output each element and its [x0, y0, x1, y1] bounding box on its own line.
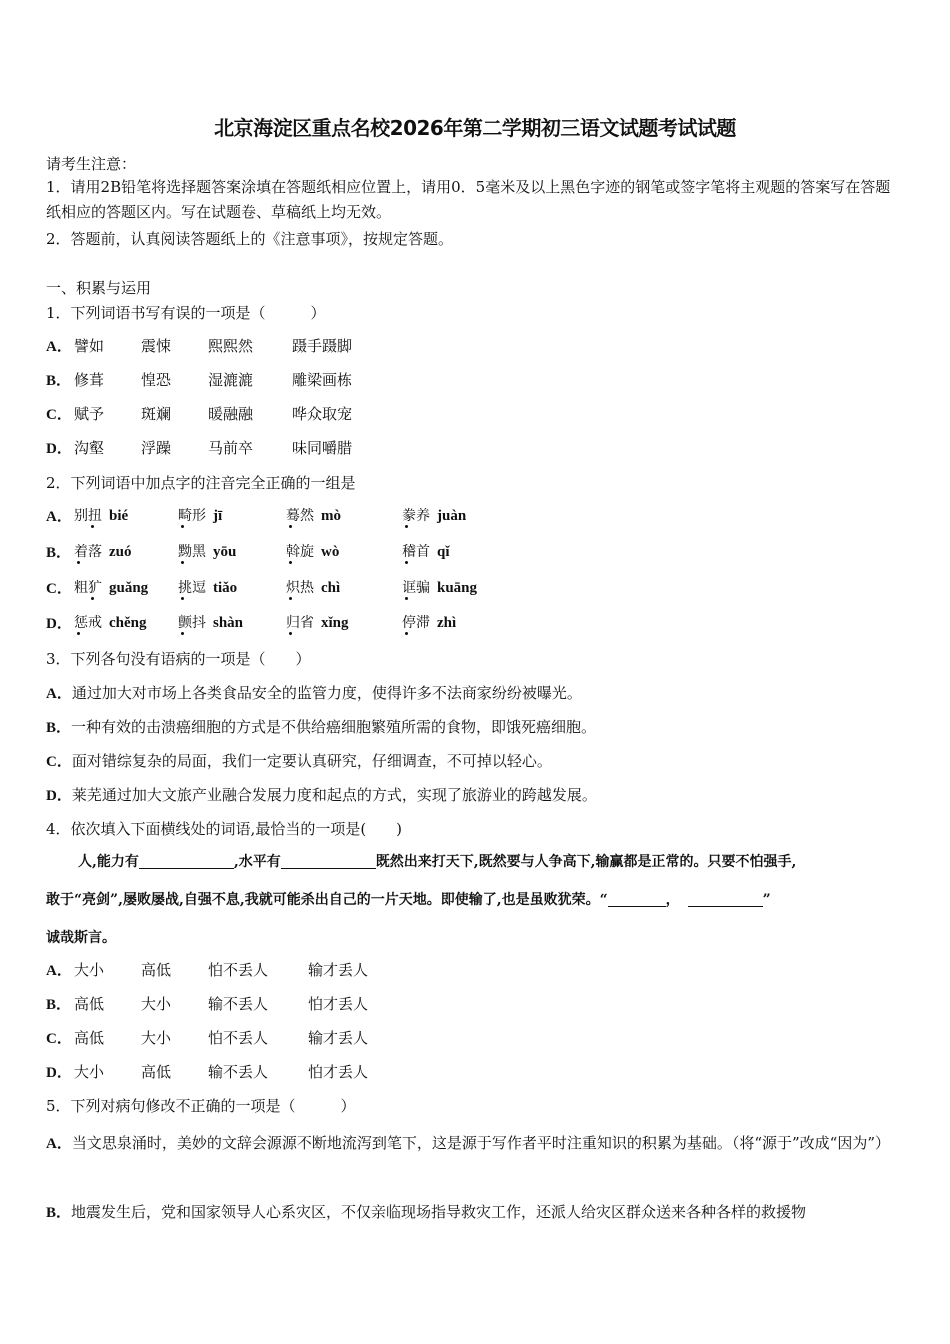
option-word: 大小	[74, 1063, 105, 1081]
question-3-stem: 3．下列各句没有语病的一项是（ ）	[46, 650, 311, 668]
pinyin-item	[286, 505, 341, 525]
word-char: 落	[88, 544, 102, 560]
passage-text: 人,能力有	[78, 854, 139, 870]
word-char: 然	[300, 508, 314, 524]
pinyin-item	[178, 577, 237, 597]
pinyin-text: guǎng	[109, 580, 149, 596]
option-row	[46, 335, 646, 357]
option-label: D．	[46, 616, 72, 632]
word-char: 养	[416, 508, 430, 524]
option-label: D．	[46, 441, 72, 457]
word-char: 旋	[300, 544, 314, 560]
question-2-stem: 2．下列词语中加点字的注音完全正确的一组是	[46, 474, 356, 492]
pinyin-item	[178, 541, 236, 561]
word-char: 停	[402, 615, 416, 631]
notice-item-1: 1．请用2B铅笔将选择题答案涂填在答题纸相应位置上，请用0．5毫米及以上黑色字迹的钢笔或签字笔将主观题的答案写在答题纸相应的答题区内。写在试题卷、草稿纸上均无效。	[46, 178, 891, 221]
word-char: 斡	[286, 544, 300, 560]
option-word: 怕才丢人	[308, 1063, 369, 1081]
option-row	[46, 612, 646, 636]
option-label: A．	[46, 509, 72, 525]
pinyin-item	[178, 612, 243, 632]
option-word: 湿漉漉	[208, 371, 254, 389]
question-1-stem: 1．下列词语书写有误的一项是（ ）	[46, 304, 326, 322]
pinyin-item	[402, 505, 466, 525]
page-title: 北京海淀区重点名校2026年第二学期初三语文试题考试试题	[214, 116, 736, 140]
passage-text: 既然出来打天下,既然要与人争高下,输赢都是正常的。只要不怕强手,	[375, 854, 797, 870]
option-row	[46, 577, 646, 601]
option-word: 斑斓	[141, 405, 172, 423]
option-word: 沟壑	[74, 439, 105, 457]
option-word: 震悚	[141, 337, 172, 355]
section-heading: 一、积累与运用	[46, 279, 152, 297]
word-char: 豢	[402, 508, 416, 524]
option-text: 面对错综复杂的局面，我们一定要认真研究，仔细调查，不可掉以轻心。	[71, 752, 552, 770]
pinyin-item	[74, 577, 148, 597]
option-label: B．	[46, 720, 72, 736]
option-label: C．	[46, 1031, 72, 1047]
word-char: 着	[74, 544, 88, 560]
fill-blank-1	[139, 852, 234, 869]
word-char: 抖	[192, 615, 206, 631]
question-4-passage-line-3: 诚哉斯言。	[46, 930, 116, 946]
pinyin-text: kuāng	[437, 580, 478, 596]
option-word: 雕梁画栋	[292, 371, 353, 389]
fill-blank-3	[608, 890, 666, 907]
option-label: D．	[46, 1065, 72, 1081]
option-word: 输不丢人	[208, 995, 269, 1013]
question-5-stem: 5．下列对病句修改不正确的一项是（ ）	[46, 1097, 356, 1115]
pinyin-text: qǐ	[437, 544, 450, 560]
pinyin-item	[402, 541, 450, 561]
option-word: 惶恐	[141, 371, 172, 389]
word-char: 黝	[178, 544, 192, 560]
option-row	[46, 959, 646, 981]
option-word: 熙熙然	[208, 337, 254, 355]
word-char: 炽	[286, 580, 300, 596]
option-row	[46, 437, 646, 459]
option-label: B．	[46, 545, 72, 561]
option-word: 马前卒	[208, 439, 254, 457]
word-char: 别	[74, 508, 88, 524]
pinyin-text: xǐng	[321, 615, 349, 631]
option-word: 输不丢人	[208, 1063, 269, 1081]
question-4-stem: 4．依次填入下面横线处的词语,最恰当的一项是( )	[46, 820, 403, 838]
word-char: 滞	[416, 615, 430, 631]
word-char: 挑	[178, 580, 192, 596]
pinyin-item	[74, 505, 128, 525]
option-row	[46, 993, 646, 1015]
option-word: 蹑手蹑脚	[292, 337, 353, 355]
option-word: 味同嚼腊	[292, 439, 353, 457]
pinyin-text: tiǎo	[213, 580, 238, 596]
pinyin-text: jī	[213, 508, 223, 524]
word-char: 省	[300, 615, 314, 631]
question-5-option-b	[46, 1201, 806, 1222]
passage-text: ，	[665, 892, 680, 908]
word-char: 犷	[88, 580, 102, 596]
option-row	[46, 750, 552, 771]
pinyin-text: yōu	[213, 544, 237, 560]
option-word: 譬如	[74, 337, 105, 355]
passage-text: ,水平有	[233, 854, 281, 870]
word-char: 归	[286, 615, 300, 631]
option-row	[46, 682, 582, 703]
option-label: B．	[46, 1205, 72, 1221]
option-label: C．	[46, 407, 72, 423]
word-char: 稽	[402, 544, 416, 560]
option-word: 大小	[141, 1029, 172, 1047]
option-label: C．	[46, 754, 72, 770]
option-row	[46, 1027, 646, 1049]
pinyin-item	[402, 577, 477, 597]
pinyin-text: chì	[321, 580, 341, 596]
option-row	[46, 1061, 646, 1083]
option-word: 大小	[141, 995, 172, 1013]
option-word: 高低	[74, 995, 105, 1013]
option-label: C．	[46, 581, 72, 597]
option-word: 输才丢人	[308, 1029, 369, 1047]
option-word: 怕不丢人	[208, 1029, 269, 1047]
option-word: 暖融融	[208, 405, 254, 423]
option-row	[46, 369, 646, 391]
word-char: 黑	[192, 544, 206, 560]
option-label: A．	[46, 1136, 72, 1152]
word-char: 惩	[74, 615, 88, 631]
option-text: 一种有效的击溃癌细胞的方式是不供给癌细胞繁殖所需的食物，即饿死癌细胞。	[71, 718, 597, 736]
option-word: 大小	[74, 961, 105, 979]
option-text: 莱芜通过加大文旅产业融合发展力度和起点的方式，实现了旅游业的跨越发展。	[71, 786, 597, 804]
option-word: 哗众取宠	[292, 405, 353, 423]
pinyin-text: zhì	[437, 615, 457, 631]
question-5-option-a	[46, 1126, 896, 1161]
option-label: A．	[46, 339, 72, 355]
word-char: 形	[192, 508, 206, 524]
option-label: A．	[46, 686, 72, 702]
notice-item-2: 2．答题前，认真阅读答题纸上的《注意事项》，按规定答题。	[46, 230, 454, 248]
fill-blank-2	[281, 852, 376, 869]
option-word: 赋予	[74, 405, 105, 423]
option-word: 修葺	[74, 371, 105, 389]
option-row	[46, 716, 596, 737]
pinyin-text: chěng	[109, 615, 147, 631]
option-row	[46, 505, 646, 529]
word-char: 首	[416, 544, 430, 560]
option-word: 怕不丢人	[208, 961, 269, 979]
fill-blank-4	[688, 890, 763, 907]
pinyin-item	[286, 541, 339, 561]
pinyin-item	[286, 612, 349, 632]
word-char: 畸	[178, 508, 192, 524]
word-char: 骗	[416, 580, 430, 596]
pinyin-item	[178, 505, 222, 525]
option-word: 高低	[141, 1063, 172, 1081]
option-row	[46, 541, 646, 565]
word-char: 逗	[192, 580, 206, 596]
pinyin-text: zuó	[109, 544, 132, 560]
option-label: D．	[46, 788, 72, 804]
word-char: 颤	[178, 615, 192, 631]
option-row	[46, 784, 597, 805]
option-text: 通过加大对市场上各类食品安全的监管力度，使得许多不法商家纷纷被曝光。	[71, 684, 582, 702]
pinyin-text: mò	[321, 508, 341, 524]
word-char: 戒	[88, 615, 102, 631]
pinyin-text: wò	[321, 544, 340, 560]
option-label: A．	[46, 963, 72, 979]
pinyin-text: bié	[109, 508, 129, 524]
option-word: 怕才丢人	[308, 995, 369, 1013]
option-row	[46, 403, 646, 425]
word-char: 粗	[74, 580, 88, 596]
passage-text: 敢于“亮剑”,屡败屡战,自强不息,我就可能杀出自己的一片天地。即使输了,也是虽败犹荣。“	[46, 892, 608, 908]
option-word: 浮躁	[141, 439, 172, 457]
word-char: 蓦	[286, 508, 300, 524]
option-label: B．	[46, 997, 72, 1013]
option-text: 地震发生后，党和国家领导人心系灾区，不仅亲临现场指导救灾工作，还派人给灾区群众送来各种各样的救援物	[71, 1203, 807, 1221]
pinyin-text: shàn	[213, 615, 244, 631]
option-label: B．	[46, 373, 72, 389]
option-word: 高低	[141, 961, 172, 979]
notice-heading: 请考生注意：	[46, 155, 137, 173]
word-char: 诓	[402, 580, 416, 596]
passage-text: ”	[762, 892, 771, 908]
pinyin-item	[74, 541, 132, 561]
word-char: 扭	[88, 508, 102, 524]
question-4-passage-line-2	[46, 889, 771, 909]
pinyin-item	[286, 577, 340, 597]
pinyin-item	[402, 612, 456, 632]
option-word: 输才丢人	[308, 961, 369, 979]
pinyin-item	[74, 612, 147, 632]
option-word: 高低	[74, 1029, 105, 1047]
pinyin-text: juàn	[437, 508, 467, 524]
option-text: 当文思泉涌时，美妙的文辞会源源不断地流泻到笔下，这是源于写作者平时注重知识的积累为基础。（将“源于”改成“因为”）	[71, 1134, 891, 1152]
word-char: 热	[300, 580, 314, 596]
question-4-passage-line-1	[78, 851, 796, 871]
